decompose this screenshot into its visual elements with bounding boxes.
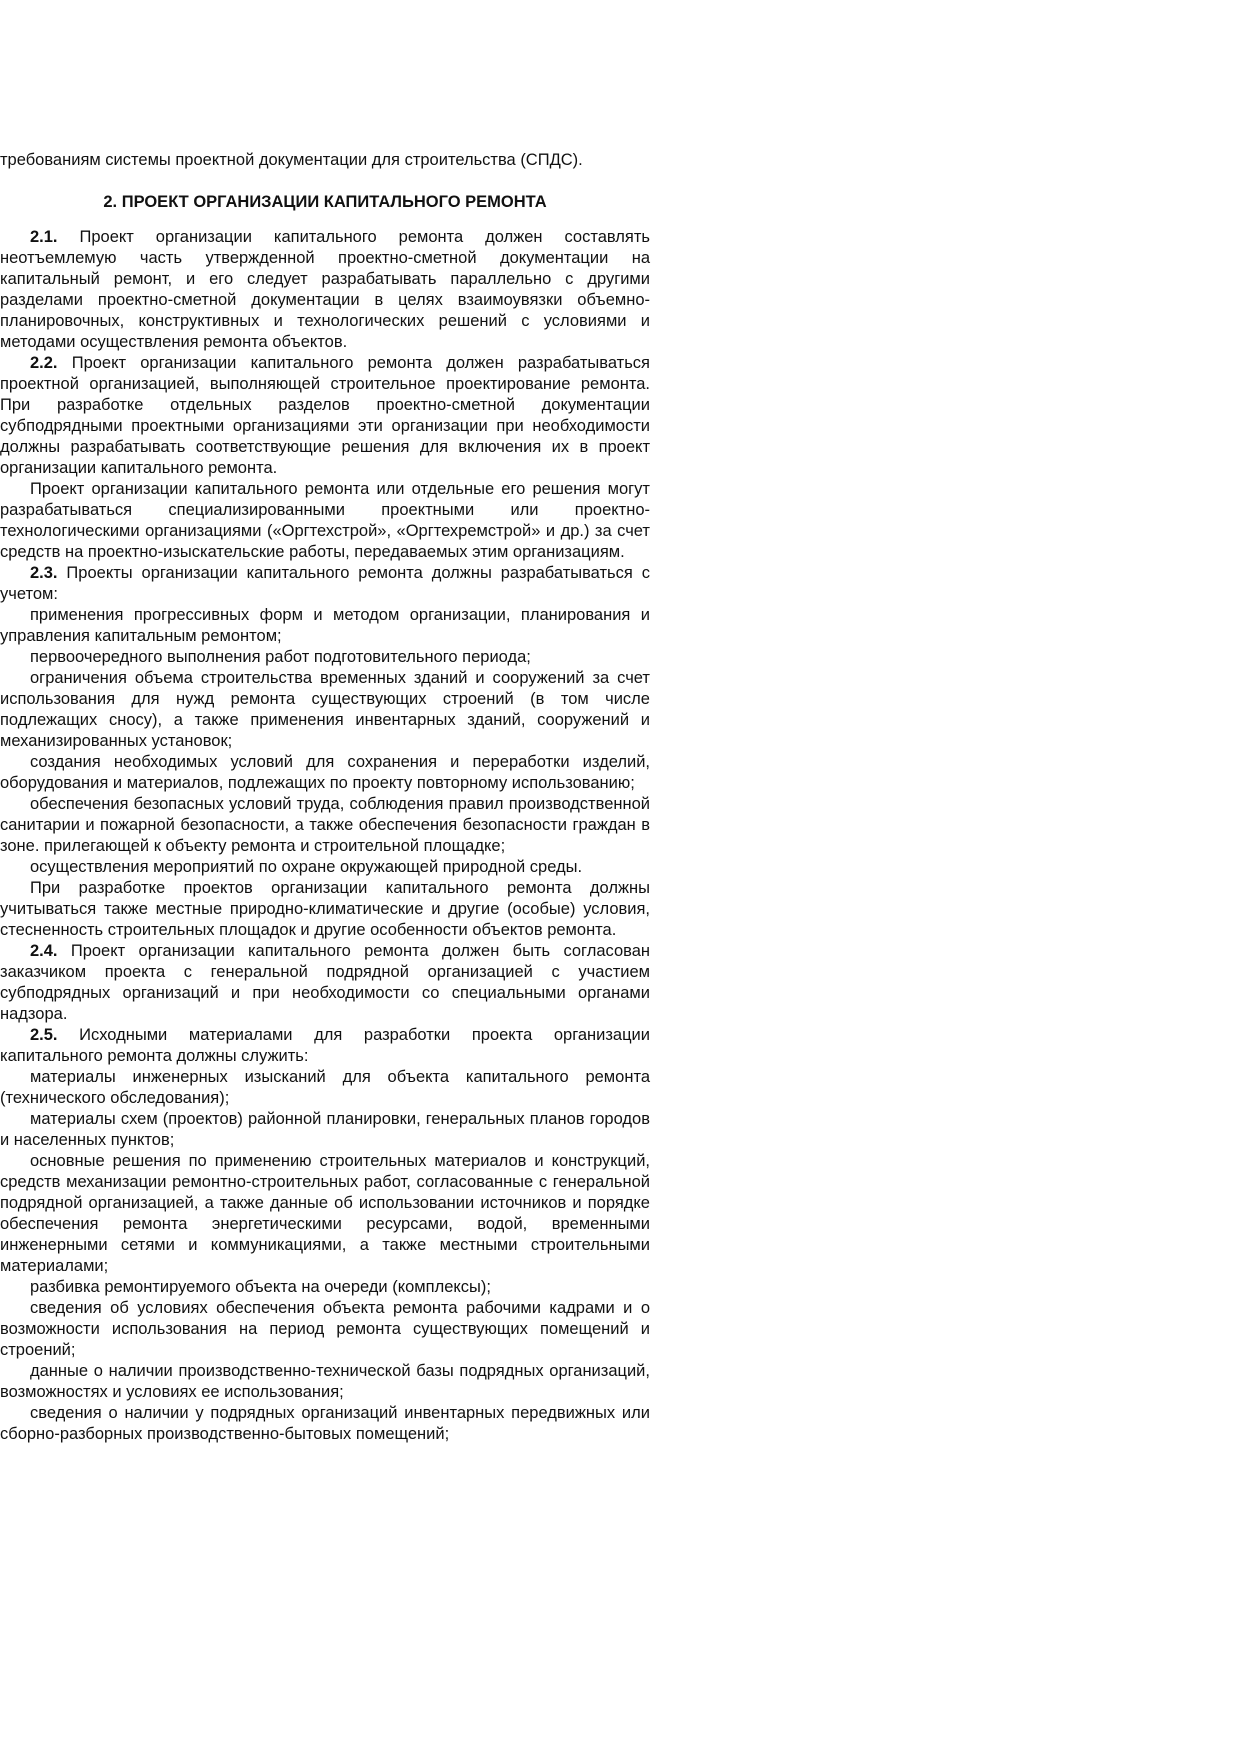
paragraph — [0, 563, 650, 605]
paragraph — [0, 605, 650, 647]
paragraph-text: Проект организации капитального ремонта должен быть согласован заказчиком проекта с генеральной подрядной организацией с участием субподрядных организаций и при необходимости со специальными органами надзора. — [0, 942, 650, 1023]
clause-number: 2.1. — [30, 228, 58, 246]
paragraph-text: основные решения по применению строительных материалов и конструкций, средств механизации ремонтно-строительных работ, согласованные с генеральной подрядной организацией, а также данные об использовании источников и порядке обеспечения ремонта энергетическими ресурсами, водой, временными инженерными сетями и коммуникациями, а также местными строительными материалами; — [0, 1152, 650, 1275]
paragraph-text: применения прогрессивных форм и методом организации, планирования и управления капитальным ремонтом; — [0, 606, 650, 645]
clause-number: 2.4. — [30, 942, 58, 960]
paragraph-text: осуществления мероприятий по охране окружающей природной среды. — [30, 858, 583, 876]
paragraph-text: материалы схем (проектов) районной планировки, генеральных планов городов и населенных пунктов; — [0, 1110, 650, 1149]
paragraph — [0, 1025, 650, 1067]
paragraph-text: материалы инженерных изысканий для объекта капитального ремонта (технического обследования); — [0, 1068, 650, 1107]
paragraph-text: создания необходимых условий для сохранения и переработки изделий, оборудования и материалов, подлежащих по проекту повторному использованию; — [0, 753, 650, 792]
paragraph — [0, 878, 650, 941]
paragraph-text: ограничения объема строительства временных зданий и сооружений за счет использования для нужд ремонта существующих строений (в том числе подлежащих сносу), а также применения инвентарных зданий, сооружений и механизированных установок; — [0, 669, 650, 750]
paragraph-text: данные о наличии производственно-технической базы подрядных организаций, возможностях и условиях ее использования; — [0, 1362, 650, 1401]
clause-number: 2.2. — [30, 354, 58, 372]
paragraph — [0, 1277, 650, 1298]
paragraph-text: Исходными материалами для разработки проекта организации капитального ремонта должны служить: — [0, 1026, 650, 1065]
paragraph-text: Проект организации капитального ремонта должен составлять неотъемлемую часть утвержденной проектно-сметной документации на капитальный ремонт, и его следует разрабатывать параллельно с другими разделами проектно-сметной документации в целях взаимоувязки объемно-планировочных, конструктивных и технологических решений с условиями и методами осуществления ремонта объектов. — [0, 228, 650, 351]
clause-number: 2.5. — [30, 1026, 58, 1044]
paragraph — [0, 353, 650, 479]
paragraph-list — [0, 227, 650, 1445]
intro-paragraph: требованиям системы проектной документации для строительства (СПДС). — [0, 151, 583, 169]
paragraph-text: Проект организации капитального ремонта или отдельные его решения могут разрабатываться специализированными проектными или проектно-технологическими организациями («Оргтехстрой», «Оргтехремстрой» и др.) за счет средств на проектно-изыскательские работы, передаваемых этим организациям. — [0, 480, 650, 561]
paragraph-text: сведения об условиях обеспечения объекта ремонта рабочими кадрами и о возможности использования на период ремонта существующих помещений и строений; — [0, 1299, 650, 1359]
paragraph-text: обеспечения безопасных условий труда, соблюдения правил производственной санитарии и пожарной безопасности, а также обеспечения безопасности граждан в зоне. прилегающей к объекту ремонта и строительной площадке; — [0, 795, 650, 855]
clause-number: 2.3. — [30, 564, 58, 582]
paragraph-text: разбивка ремонтируемого объекта на очереди (комплексы); — [30, 1278, 491, 1296]
paragraph-text: сведения о наличии у подрядных организаций инвентарных передвижных или сборно-разборных производственно-бытовых помещений; — [0, 1404, 650, 1443]
paragraph — [0, 857, 650, 878]
paragraph-text: Проекты организации капитального ремонта должны разрабатываться с учетом: — [0, 564, 650, 603]
document-page — [0, 150, 650, 1445]
paragraph — [0, 1151, 650, 1277]
paragraph — [0, 1109, 650, 1151]
paragraph — [0, 794, 650, 857]
paragraph — [0, 1403, 650, 1445]
paragraph — [0, 752, 650, 794]
paragraph — [0, 668, 650, 752]
paragraph — [0, 941, 650, 1025]
paragraph-text: При разработке проектов организации капитального ремонта должны учитываться также местные природно-климатические и другие (особые) условия, стесненность строительных площадок и другие особенности объектов ремонта. — [0, 879, 650, 939]
paragraph — [0, 1298, 650, 1361]
paragraph-text: Проект организации капитального ремонта должен разрабатываться проектной организацией, выполняющей строительное проектирование ремонта. При разработке отдельных разделов проектно-сметной документации субподрядными проектными организациями эти организации при необходимости должны разрабатывать соответствующие решения для включения их в проект организации капитального ремонта. — [0, 354, 650, 477]
paragraph — [0, 1361, 650, 1403]
paragraph — [0, 647, 650, 668]
paragraph-text: первоочередного выполнения работ подготовительного периода; — [30, 648, 531, 666]
paragraph — [0, 227, 650, 353]
paragraph — [0, 1067, 650, 1109]
section-heading: 2. ПРОЕКТ ОРГАНИЗАЦИИ КАПИТАЛЬНОГО РЕМОНТА — [103, 193, 547, 211]
paragraph — [0, 479, 650, 563]
